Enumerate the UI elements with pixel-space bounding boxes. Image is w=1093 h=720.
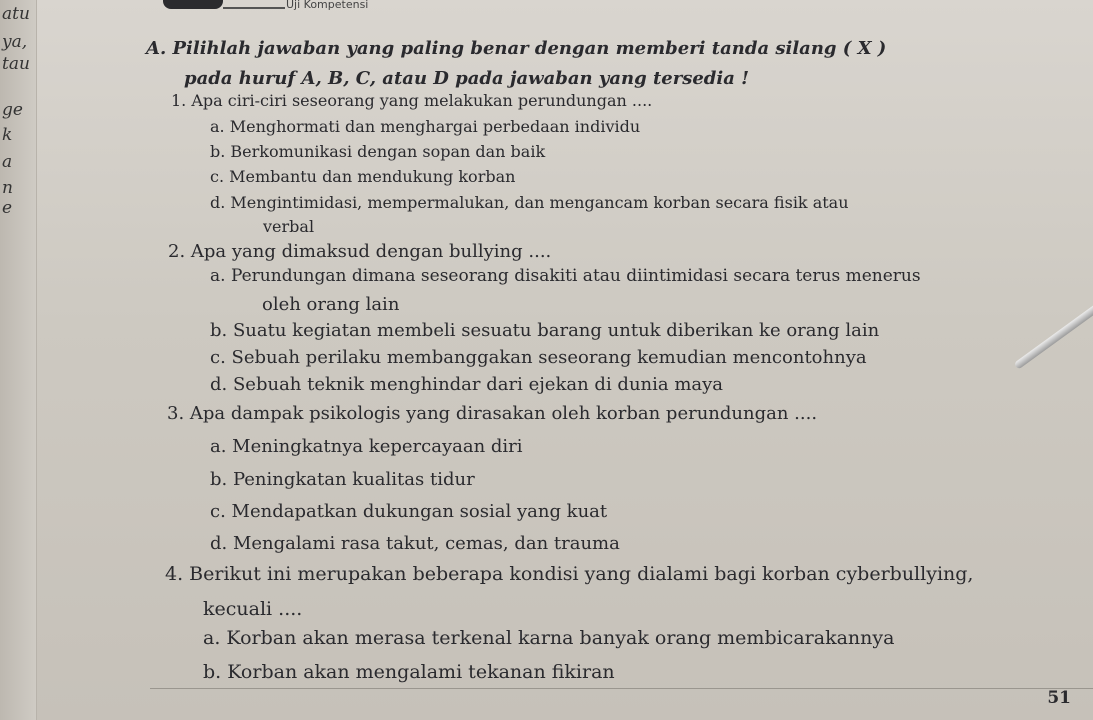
q3-option-d: d. Mengalami rasa takut, cemas, dan trauma xyxy=(210,533,620,554)
q2-option-c: c. Sebuah perilaku membanggakan seseorang kemudian mencontohnya xyxy=(210,347,867,368)
q1-option-a: a. Menghormati dan menghargai perbedaan individu xyxy=(210,117,641,136)
q3-option-a: a. Meningkatnya kepercayaan diri xyxy=(210,436,523,457)
section-header: Uji Kompetensi xyxy=(286,0,369,11)
q1-option-c: c. Membantu dan mendukung korban xyxy=(210,167,516,186)
pen-object xyxy=(1014,293,1093,370)
left-margin-fragment: e xyxy=(2,198,13,218)
header-rule xyxy=(223,7,285,9)
left-margin-fragment: ya, xyxy=(2,32,28,52)
instruction-line-1: A. Pilihlah jawaban yang paling benar dengan memberi tanda silang ( X ) xyxy=(146,38,887,59)
question-4: 4. Berikut ini merupakan beberapa kondisi yang dialami bagi korban cyberbullying, xyxy=(165,563,974,585)
q2-option-a: a. Perundungan dimana seseorang disakiti atau diintimidasi secara terus menerus xyxy=(210,266,921,286)
q3-option-b: b. Peningkatan kualitas tidur xyxy=(210,469,475,490)
header-decoration xyxy=(163,0,223,9)
left-margin-fragment: n xyxy=(2,178,13,198)
question-4-continued: kecuali .... xyxy=(203,598,303,620)
q1-option-d: d. Mengintimidasi, mempermalukan, dan mengancam korban secara fisik atau xyxy=(210,193,849,212)
question-1: 1. Apa ciri-ciri seseorang yang melakukan perundungan .... xyxy=(171,91,653,110)
left-margin-fragment: tau xyxy=(2,54,30,74)
q2-option-a-continued: oleh orang lain xyxy=(262,294,400,315)
q4-option-b: b. Korban akan mengalami tekanan fikiran xyxy=(203,661,615,683)
q2-option-b: b. Suatu kegiatan membeli sesuatu barang untuk diberikan ke orang lain xyxy=(210,320,880,341)
left-margin-fragment: k xyxy=(2,125,13,145)
q2-option-d: d. Sebuah teknik menghindar dari ejekan di dunia maya xyxy=(210,374,724,395)
q3-option-c: c. Mendapatkan dukungan sosial yang kuat xyxy=(210,501,608,522)
page-number: 51 xyxy=(1047,688,1071,708)
instruction-line-2: pada huruf A, B, C, atau D pada jawaban yang tersedia ! xyxy=(184,68,750,89)
q1-option-d-continued: verbal xyxy=(263,217,315,236)
page-bottom-rule xyxy=(150,688,1093,689)
left-margin-fragment: ge xyxy=(2,100,23,120)
question-2: 2. Apa yang dimaksud dengan bullying .... xyxy=(168,241,552,262)
left-margin-fragment: a xyxy=(2,152,13,172)
q1-option-b: b. Berkomunikasi dengan sopan dan baik xyxy=(210,142,546,161)
left-margin-fragment: atu xyxy=(2,4,30,24)
q4-option-a: a. Korban akan merasa terkenal karna banyak orang membicarakannya xyxy=(203,627,895,649)
question-3: 3. Apa dampak psikologis yang dirasakan oleh korban perundungan .... xyxy=(167,403,818,424)
